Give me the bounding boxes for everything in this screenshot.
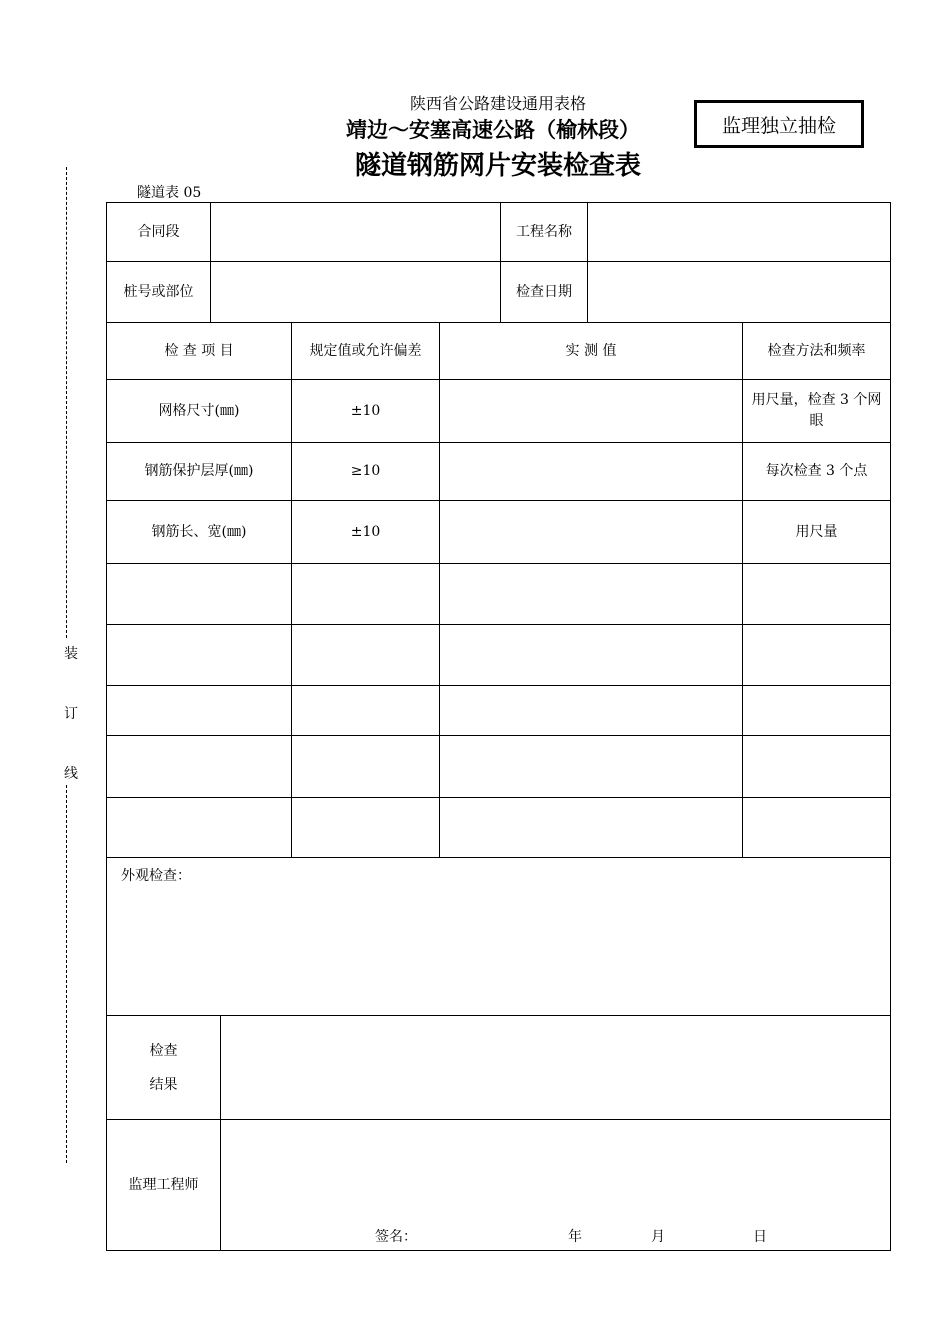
row-method[interactable] (743, 798, 891, 858)
station-label: 桩号或部位 (107, 262, 211, 323)
table-row (107, 380, 891, 443)
row-spec: ≥10 (292, 443, 440, 501)
row-item[interactable] (107, 686, 292, 736)
table-row (107, 625, 891, 686)
row-item[interactable] (107, 798, 292, 858)
row-spec[interactable] (292, 625, 440, 686)
row-item: 网格尺寸(㎜) (107, 380, 292, 443)
appearance-field[interactable] (107, 858, 891, 1016)
result-row (107, 1016, 891, 1120)
header-item: 检 查 项 目 (107, 323, 292, 380)
month-label: 月 (651, 1229, 665, 1245)
inspection-table (106, 202, 891, 1251)
date-field[interactable] (588, 262, 891, 323)
table-row (107, 443, 891, 501)
row-spec: ±10 (292, 501, 440, 564)
header-spec: 规定值或允许偏差 (292, 323, 440, 380)
row-item[interactable] (107, 625, 292, 686)
row-measured[interactable] (440, 736, 743, 798)
result-label-line1: 检查 (149, 1042, 178, 1059)
year-label: 年 (568, 1229, 582, 1245)
supervision-stamp: 监理独立抽检 (694, 100, 864, 148)
row-spec[interactable] (292, 798, 440, 858)
contract-field[interactable] (211, 203, 501, 262)
row-method: 每次检查 3 个点 (743, 443, 891, 501)
project-name-label: 工程名称 (501, 203, 588, 262)
form-number: 隧道表 05 (137, 185, 202, 201)
binding-char-zhuang: 装 (64, 646, 78, 662)
engineer-label: 监理工程师 (107, 1120, 221, 1251)
row-spec[interactable] (292, 736, 440, 798)
row-measured[interactable] (440, 564, 743, 625)
binding-line-top (66, 167, 67, 638)
table-row (107, 686, 891, 736)
form-subtitle: 陕西省公路建设通用表格 (409, 94, 586, 113)
header-row (107, 323, 891, 380)
row-item[interactable] (107, 736, 292, 798)
row-method[interactable] (743, 736, 891, 798)
appearance-row (107, 858, 891, 1016)
row-item[interactable] (107, 564, 292, 625)
table-row (107, 736, 891, 798)
table-row (107, 564, 891, 625)
contract-label: 合同段 (107, 203, 211, 262)
row-measured[interactable] (440, 798, 743, 858)
row-method[interactable] (743, 686, 891, 736)
table-row (107, 501, 891, 564)
binding-char-xian: 线 (64, 766, 78, 782)
row-method: 用尺量，检查 3 个网眼 (743, 380, 891, 443)
project-title: 靖边～安塞高速公路（榆林段） (346, 118, 640, 142)
binding-line-bottom (66, 785, 67, 1163)
project-name-field[interactable] (588, 203, 891, 262)
table-row (107, 798, 891, 858)
row-measured[interactable] (440, 686, 743, 736)
result-label-line2: 结果 (149, 1076, 178, 1093)
day-label: 日 (753, 1229, 767, 1245)
station-field[interactable] (211, 262, 501, 323)
info-row-contract (107, 203, 891, 262)
row-item: 钢筋保护层厚(㎜) (107, 443, 292, 501)
result-field[interactable] (221, 1016, 891, 1120)
row-method: 用尺量 (743, 501, 891, 564)
row-spec: ±10 (292, 380, 440, 443)
row-spec[interactable] (292, 564, 440, 625)
row-measured[interactable] (440, 380, 743, 443)
result-label (107, 1016, 221, 1120)
info-row-station (107, 262, 891, 323)
sign-label: 签名： (375, 1229, 417, 1245)
row-method[interactable] (743, 625, 891, 686)
engineer-row (107, 1120, 891, 1251)
row-measured[interactable] (440, 443, 743, 501)
date-label: 检查日期 (501, 262, 588, 323)
row-method[interactable] (743, 564, 891, 625)
row-measured[interactable] (440, 501, 743, 564)
engineer-sign-field[interactable] (221, 1120, 891, 1251)
form-title: 隧道钢筋网片安装检查表 (354, 151, 641, 181)
binding-char-ding: 订 (64, 706, 78, 722)
row-spec[interactable] (292, 686, 440, 736)
row-measured[interactable] (440, 625, 743, 686)
header-method: 检查方法和频率 (743, 323, 891, 380)
row-item: 钢筋长、宽(㎜) (107, 501, 292, 564)
header-measured: 实 测 值 (440, 323, 743, 380)
appearance-label: 外观检查： (121, 868, 191, 884)
